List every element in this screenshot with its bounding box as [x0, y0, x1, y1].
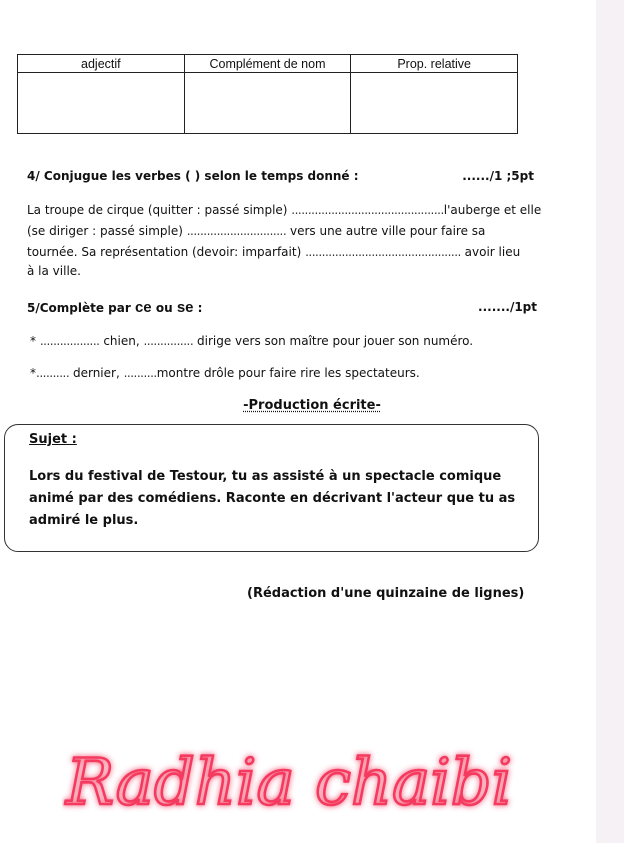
- section4-line2: [27, 224, 485, 238]
- item1-bullet: *: [30, 334, 36, 348]
- section5-score: ......./1pt: [478, 300, 537, 314]
- line2-text-b: vers une autre ville pour faire sa: [286, 224, 486, 238]
- line1-text-b: l'auberge et elle: [443, 203, 542, 217]
- line3-text-a: tournée. Sa représentation (devoir: imparfait): [27, 245, 306, 259]
- redaction-instruction: (Rédaction d'une quinzaine de lignes): [247, 586, 525, 601]
- signature-watermark: [62, 722, 542, 842]
- word-se: se: [176, 299, 194, 316]
- cell-complement-de-nom[interactable]: [184, 73, 351, 134]
- section5-title-a: 5/Complète par: [27, 301, 135, 315]
- header-prop-relative: Prop. relative: [351, 55, 518, 73]
- production-title: -Production écrite-: [243, 398, 381, 413]
- grammar-table: [17, 54, 518, 134]
- word-ce: ce: [134, 299, 152, 316]
- section4-title: 4/ Conjugue les verbes ( ) selon le temps donné :: [27, 169, 359, 183]
- section4-score: ....../1 ;5pt: [462, 169, 534, 183]
- line3-text-b: avoir lieu: [460, 245, 521, 259]
- blank-quitter[interactable]: ..............................................: [291, 203, 444, 217]
- right-margin-strip: [596, 0, 624, 854]
- section5-item2: [30, 366, 420, 380]
- section5-title: [27, 299, 202, 316]
- header-adjectif: adjectif: [18, 55, 185, 73]
- subject-label: Sujet :: [29, 432, 77, 447]
- subject-text: Lors du festival de Testour, tu as assisté à un spectacle comique animé par des comédiens. Raconte en décrivant l'acteur que tu as admiré le plus.: [29, 469, 516, 528]
- blank-item1-a[interactable]: ..................: [39, 334, 100, 348]
- section5-title-mid: ou: [151, 301, 177, 315]
- item1-text-a: chien,: [99, 334, 144, 348]
- blank-item2-b[interactable]: ..........: [123, 366, 157, 380]
- section5-title-end: :: [193, 301, 203, 315]
- item2-text-a: dernier,: [69, 366, 124, 380]
- cell-prop-relative[interactable]: [351, 73, 518, 134]
- section4-line1: [27, 203, 541, 217]
- line2-text-a: (se diriger : passé simple): [27, 224, 187, 238]
- section4-line3: [27, 245, 520, 259]
- table-header-row: [18, 55, 518, 73]
- bottom-margin-strip: [0, 843, 624, 854]
- blank-se-diriger[interactable]: ..............................: [186, 224, 287, 238]
- header-complement-de-nom: Complément de nom: [184, 55, 351, 73]
- item2-bullet: *: [30, 366, 36, 380]
- section4-line4: à la ville.: [27, 264, 81, 278]
- table-row: [18, 73, 518, 134]
- line1-text-a: La troupe de cirque (quitter : passé simple): [27, 203, 292, 217]
- cell-adjectif[interactable]: [18, 73, 185, 134]
- item1-text-b: dirige vers son maître pour jouer son numéro.: [193, 334, 474, 348]
- blank-item1-b[interactable]: ...............: [143, 334, 194, 348]
- blank-item2-a[interactable]: ..........: [36, 366, 70, 380]
- section5-item1: [30, 334, 473, 348]
- item2-text-b: montre drôle pour faire rire les spectateurs.: [156, 366, 420, 380]
- signature-text: Radhia chaibi: [66, 746, 513, 820]
- blank-devoir[interactable]: ...............................................: [305, 245, 461, 259]
